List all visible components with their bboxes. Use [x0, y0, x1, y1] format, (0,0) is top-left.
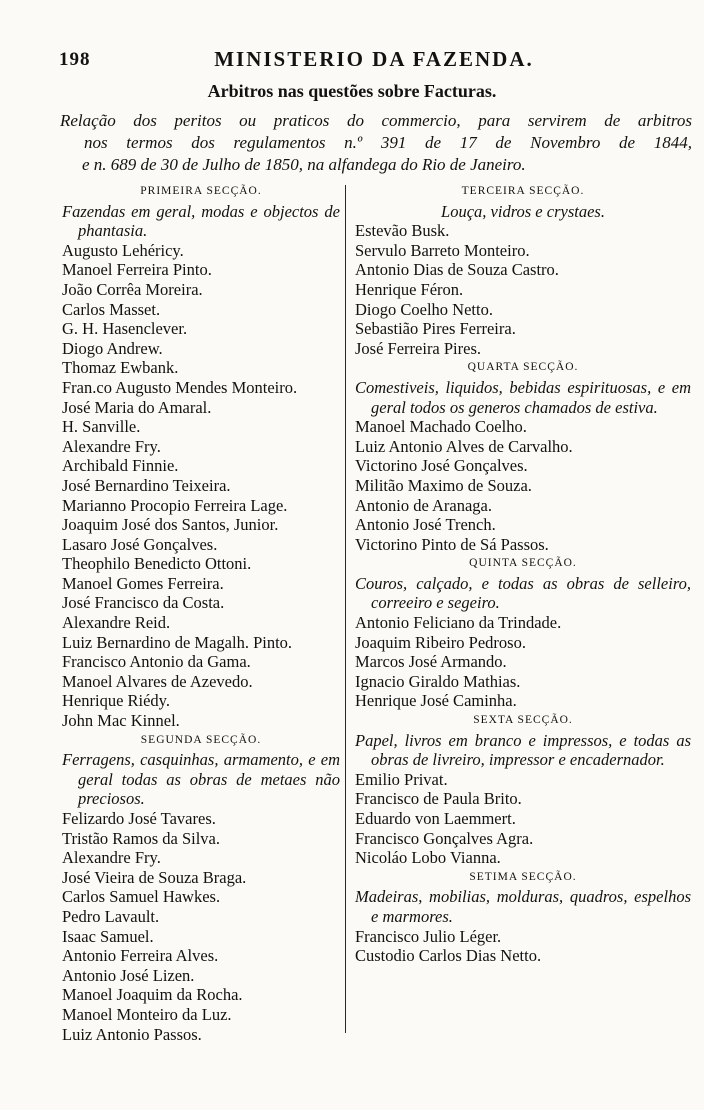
name-entry: Ignacio Giraldo Mathias.: [355, 671, 521, 691]
intro-paragraph: [60, 110, 692, 176]
name-entry: Archibald Finnie.: [62, 456, 179, 476]
section-description: Madeiras, mobilias, molduras, quadros, espelhos e marmores.: [355, 887, 691, 926]
name-entry: Estevão Busk.: [355, 221, 450, 241]
running-title: MINISTERIO DA FAZENDA.: [214, 47, 534, 71]
name-list: [355, 613, 691, 711]
name-entry: Alexandre Reid.: [62, 613, 171, 633]
name-entry: G. H. Hasenclever.: [62, 319, 188, 339]
name-entry: Joaquim Ribeiro Pedroso.: [355, 632, 526, 652]
name-entry: Marcos José Armando.: [355, 652, 507, 672]
section-heading: SETIMA SECÇÃO.: [469, 870, 577, 883]
name-entry: Manoel Machado Coelho.: [355, 417, 527, 437]
intro-line-3: e n. 689 de 30 de Julho de 1850, na alfandega do Rio de Janeiro.: [82, 155, 526, 174]
name-entry: Francisco Antonio da Gama.: [62, 652, 251, 672]
name-entry: João Corrêa Moreira.: [62, 279, 203, 299]
name-entry: Henrique Riédy.: [62, 691, 170, 711]
name-entry: Antonio José Trench.: [355, 515, 496, 535]
name-entry: Theophilo Benedicto Ottoni.: [62, 554, 252, 574]
name-entry: Victorino Pinto de Sá Passos.: [355, 534, 549, 554]
name-entry: Luiz Bernardino de Magalh. Pinto.: [62, 632, 293, 652]
section-description: Couros, calçado, e todas as obras de selleiro, correeiro e segeiro.: [355, 573, 691, 613]
name-entry: Alexandre Fry.: [62, 436, 161, 456]
name-entry: Manoel Gomes Ferreira.: [62, 573, 224, 593]
left-column: [62, 182, 340, 1044]
section-description: Fazendas em geral, modas e objectos de phantasia.: [62, 201, 340, 241]
right-column: [355, 182, 691, 966]
name-list: [355, 417, 691, 554]
name-list: [355, 927, 691, 966]
section-quinta: [355, 554, 691, 711]
name-entry: Felizardo José Tavares.: [62, 809, 216, 828]
section-description: Louça, vidros e crystaes.: [441, 201, 605, 221]
page-number: 198: [59, 49, 91, 70]
name-entry: Augusto Lehéricy.: [62, 240, 184, 260]
name-entry: Francisco de Paula Brito.: [355, 789, 522, 809]
name-entry: Militão Maximo de Souza.: [355, 475, 532, 495]
name-entry: Manoel Alvares de Azevedo.: [62, 671, 253, 691]
section-description: Comestiveis, liquidos, bebidas espirituosas, e em geral todos os generos chamados de estiva.: [355, 377, 691, 417]
name-entry: Custodio Carlos Dias Netto.: [355, 946, 542, 966]
name-entry: José Maria do Amaral.: [62, 397, 212, 417]
name-entry: Isaac Samuel.: [62, 926, 154, 946]
section-terceira: [355, 182, 691, 358]
name-entry: Pedro Lavault.: [62, 906, 160, 926]
name-entry: Antonio Dias de Souza Castro.: [355, 260, 559, 280]
name-entry: Joaquim José dos Santos, Junior.: [62, 515, 279, 535]
section-heading: QUINTA SECÇÃO.: [469, 557, 577, 570]
page-header: [55, 47, 693, 75]
name-entry: Henrique Féron.: [355, 279, 464, 299]
name-entry: John Mac Kinnel.: [62, 711, 180, 731]
intro-line-2: nos termos dos regulamentos n.º 391 de 17 de Novembro de 1844,: [84, 133, 692, 152]
name-entry: Antonio Ferreira Alves.: [62, 946, 219, 966]
name-entry: Diogo Andrew.: [62, 338, 163, 358]
name-entry: Francisco Gonçalves Agra.: [355, 828, 534, 848]
name-list: [355, 770, 691, 868]
name-entry: Victorino José Gonçalves.: [355, 456, 528, 476]
section-heading: TERCEIRA SECÇÃO.: [461, 185, 585, 197]
name-entry: Carlos Masset.: [62, 299, 161, 319]
section-heading: SEXTA SECÇÃO.: [473, 714, 573, 727]
name-entry: Francisco Julio Léger.: [355, 926, 502, 946]
section-heading: PRIMEIRA SECÇÃO.: [140, 185, 262, 197]
section-heading: SEGUNDA SECÇÃO.: [140, 733, 262, 746]
section-quarta: [355, 358, 691, 554]
name-entry: Luiz Antonio Alves de Carvalho.: [355, 436, 573, 456]
name-entry: Luiz Antonio Passos.: [62, 1024, 202, 1044]
name-entry: Manoel Ferreira Pinto.: [62, 260, 212, 280]
name-entry: Antonio Feliciano da Trindade.: [355, 613, 562, 633]
name-entry: Nicoláo Lobo Vianna.: [355, 848, 501, 868]
section-description: Ferragens, casquinhas, armamento, e em geral todas as obras de metaes não preciosos.: [62, 750, 340, 809]
name-entry: José Bernardino Teixeira.: [62, 475, 231, 495]
name-entry: H. Sanville.: [62, 417, 141, 437]
name-entry: Carlos Samuel Hawkes.: [62, 887, 221, 907]
section-heading: QUARTA SECÇÃO.: [467, 361, 579, 374]
name-entry: José Ferreira Pires.: [355, 338, 482, 358]
name-entry: Marianno Procopio Ferreira Lage.: [62, 495, 288, 515]
name-entry: Manoel Monteiro da Luz.: [62, 1004, 232, 1024]
name-entry: José Vieira de Souza Braga.: [62, 867, 247, 887]
name-list: [355, 221, 691, 358]
name-list: [62, 809, 340, 1044]
section-description: Papel, livros em branco e impressos, e todas as obras de livreiro, impressor e encadernador.: [355, 730, 691, 770]
name-entry: Henrique José Caminha.: [355, 691, 517, 711]
name-entry: Servulo Barreto Monteiro.: [355, 240, 530, 260]
name-entry: Thomaz Ewbank.: [62, 358, 179, 378]
name-entry: Lasaro José Gonçalves.: [62, 534, 218, 554]
section-primeira: [62, 182, 340, 731]
section-segunda: [62, 731, 340, 1045]
section-setima: [355, 868, 691, 966]
name-entry: José Francisco da Costa.: [62, 593, 225, 613]
name-entry: Fran.co Augusto Mendes Monteiro.: [62, 377, 298, 397]
name-entry: Antonio de Aranaga.: [355, 495, 493, 515]
name-entry: Manoel Joaquim da Rocha.: [62, 985, 243, 1005]
name-entry: Antonio José Lizen.: [62, 965, 195, 985]
section-sexta: [355, 711, 691, 868]
name-entry: Tristão Ramos da Silva.: [62, 828, 220, 848]
column-divider: [345, 185, 346, 1033]
name-list: [62, 241, 340, 731]
name-entry: Alexandre Fry.: [62, 848, 161, 868]
name-entry: Eduardo von Laemmert.: [355, 809, 516, 828]
name-entry: Diogo Coelho Netto.: [355, 299, 493, 319]
page-subtitle: Arbitros nas questões sobre Facturas.: [207, 81, 497, 101]
name-entry: Sebastião Pires Ferreira.: [355, 319, 516, 339]
intro-line-1: Relação dos peritos ou praticos do commercio, para servirem de arbitros: [60, 111, 692, 130]
name-entry: Emilio Privat.: [355, 769, 448, 789]
